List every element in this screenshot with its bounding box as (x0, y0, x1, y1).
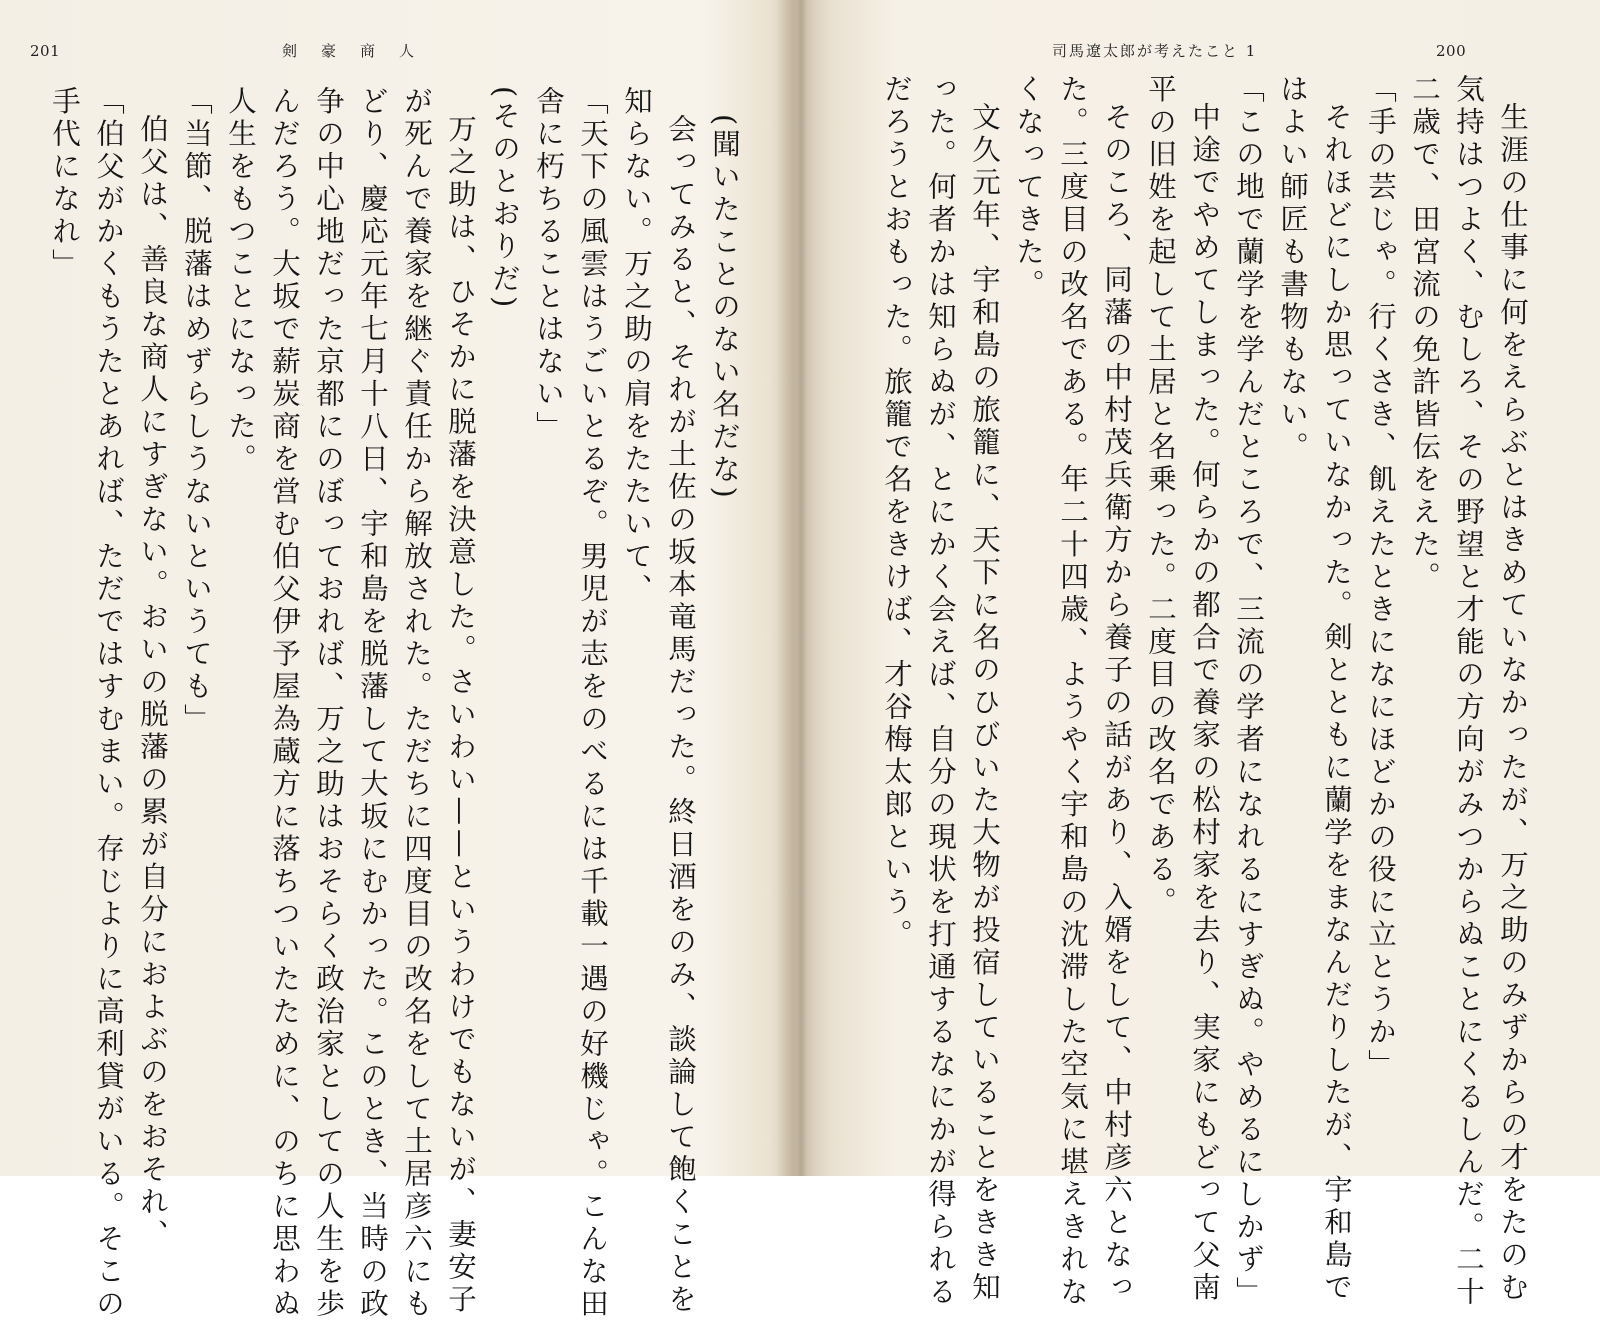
text-line: った。何者かは知らぬが、とにかく会えば、自分の現状を打通するなにかが得られる (924, 74, 957, 1309)
text-line: 知らない。万之助の肩をたたいて、 (620, 86, 653, 606)
text-line: た。三度目の改名である。年二十四歳、ようやく宇和島の沈滞した空気に堪えきれな (1056, 74, 1089, 1309)
text-line: 万之助は、ひそかに脱藩を決意した。さいわい——というわけでもないが、妻安子 (444, 114, 477, 1317)
running-head: 剣豪商人 (282, 42, 439, 60)
left-page (0, 0, 790, 1321)
text-line: だろうとおもった。旅籠で名をきけば、才谷梅太郎という。 (880, 74, 913, 952)
text-line: 文久元年、宇和島の旅籠に、天下に名のひびいた大物が投宿していることをきき知 (968, 102, 1001, 1305)
text-line: 平の旧姓を起して土居と名乗った。二度目の改名である。 (1144, 74, 1177, 919)
text-line: くなってきた。 (1012, 74, 1045, 302)
text-line: それほどにしか思っていなかった。剣とともに蘭学をまなんだりしたが、宇和島で (1320, 102, 1353, 1305)
right-page (810, 0, 1600, 1309)
text-line: はよい師匠も書物もない。 (1276, 74, 1309, 464)
text-line: どり、慶応元年七月十八日、宇和島を脱藩して大坂にむかった。このとき、当時の政 (356, 86, 389, 1321)
text-line: 気持はつよく、むしろ、その野望と才能の方向がみつからぬことにくるしんだ。二十 (1452, 74, 1485, 1309)
text-line: 「手の芸じゃ。行くさき、飢えたときになにほどかの役に立とうか」 (1364, 74, 1397, 1082)
text-line: (そのとおりだ) (488, 86, 521, 312)
text-line: 人生をもつことになった。 (224, 86, 257, 476)
body-text (26, 86, 746, 1321)
text-line: 生涯の仕事に何をえらぶとはきめていなかったが、万之助のみずからの才をたのむ (1496, 102, 1529, 1305)
text-line: 「天下の風雲はうごいとるぞ。男児が志をのべるには千載一遇の好機じゃ。こんな田 (576, 86, 609, 1321)
running-head: 司馬遼太郎が考えたこと 1 (1052, 42, 1258, 60)
text-line: 舎に朽ちることはない」 (532, 86, 565, 444)
text-line: 会ってみると、それが土佐の坂本竜馬だった。終日酒をのみ、談論して飽くことを (664, 114, 697, 1317)
text-line: 伯父は、善良な商人にすぎない。おいの脱藩の累が自分におよぶのをおそれ、 (136, 114, 169, 1252)
text-line: 「この地で蘭学を学んだところで、三流の学者になれるにすぎぬ。やめるにしかず」 (1232, 74, 1265, 1309)
body-text (814, 74, 1534, 1309)
text-line: 争の中心地だった京都にのぼっておれば、万之助はおそらく政治家としての人生を歩 (312, 86, 345, 1321)
page-number: 200 (1436, 42, 1467, 60)
text-line: 中途でやめてしまった。何らかの都合で養家の松村家を去り、実家にもどって父南 (1188, 102, 1221, 1305)
text-line: 「伯父がかくもうたとあれば、ただではすむまい。存じよりに高利貸がいる。そこの (92, 86, 125, 1321)
text-line: が死んで養家を継ぐ責任から解放された。ただちに四度目の改名をして土居彦六にも (400, 86, 433, 1321)
text-line: 二歳で、田宮流の免許皆伝をえた。 (1408, 74, 1441, 594)
text-line: 手代になれ」 (48, 86, 81, 281)
page-number: 201 (30, 42, 61, 60)
text-line: んだろう。大坂で薪炭商を営む伯父伊予屋為蔵方に落ちついたために、のちに思わぬ (268, 86, 301, 1321)
text-line: (聞いたことのない名だな) (708, 114, 741, 502)
text-line: 「当節、脱藩はめずらしうないというても」 (180, 86, 213, 736)
text-line: そのころ、同藩の中村茂兵衛方から養子の話があり、入婿をして、中村彦六となっ (1100, 102, 1133, 1305)
